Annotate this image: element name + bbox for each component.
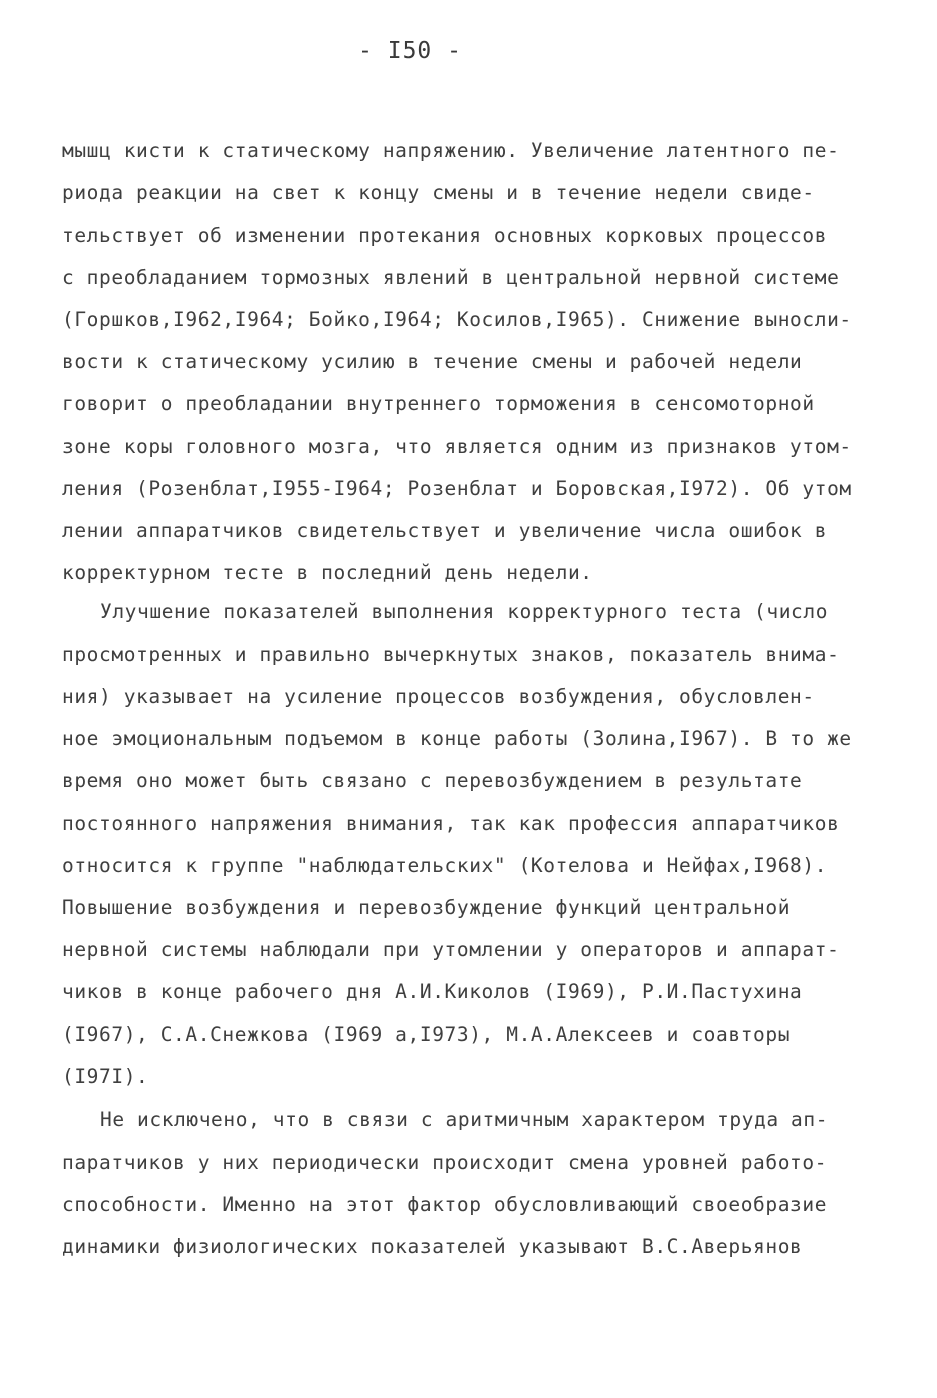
text-line: чиков в конце рабочего дня А.И.Киколов (I969), Р.И.Пастухина: [62, 980, 803, 1003]
text-line: постоянного напряжения внимания, так как профессия аппаратчиков: [62, 812, 840, 835]
text-line: паратчиков у них периодически происходит смена уровней работо-: [62, 1151, 828, 1174]
text-line: зоне коры головного мозга, что является одним из признаков утом-: [62, 435, 852, 458]
text-line: просмотренных и правильно вычеркнутых знаков, показатель внима-: [62, 643, 840, 666]
text-line: вости к статическому усилию в течение смены и рабочей недели: [62, 350, 803, 373]
text-line: нервной системы наблюдали при утомлении у операторов и аппарат-: [62, 938, 840, 961]
text-line: (I97I).: [62, 1065, 149, 1088]
text-line: тельствует об изменении протекания основных корковых процессов: [62, 224, 828, 247]
text-line: с преобладанием тормозных явлений в центральной нервной системе: [62, 266, 840, 289]
text-line: ления (Розенблат,I955-I964; Розенблат и Боровская,I972). Об утом: [62, 477, 852, 500]
text-line: ния) указывает на усиление процессов возбуждения, обусловлен-: [62, 685, 815, 708]
text-line: корректурном тесте в последний день недели.: [62, 561, 593, 584]
text-line: (I967), С.А.Снежкова (I969 а,I973), М.А.Алексеев и соавторы: [62, 1023, 791, 1046]
text-line: способности. Именно на этот фактор обусловливающий своеобразие: [62, 1193, 828, 1216]
text-line: говорит о преобладании внутреннего торможения в сенсомоторной: [62, 392, 815, 415]
paragraph-start-line: Не исключено, что в связи с аритмичным характером труда ап-: [100, 1108, 829, 1131]
page-number: - I50 -: [358, 38, 462, 64]
paragraph-start-line: Улучшение показателей выполнения корректурного теста (число: [100, 600, 829, 623]
text-line: ное эмоциональным подъемом в конце работы (Золина,I967). В то же: [62, 727, 852, 750]
text-line: Повышение возбуждения и перевозбуждение функций центральной: [62, 896, 791, 919]
text-line: динамики физиологических показателей указывают В.С.Аверьянов: [62, 1235, 803, 1258]
text-line: мышц кисти к статическому напряжению. Увеличение латентного пе-: [62, 139, 840, 162]
text-line: лении аппаратчиков свидетельствует и увеличение числа ошибок в: [62, 519, 828, 542]
text-line: риода реакции на свет к концу смены и в течение недели свиде-: [62, 181, 815, 204]
text-line: (Горшков,I962,I964; Бойко,I964; Косилов,I965). Снижение выносли-: [62, 308, 852, 331]
text-line: время оно может быть связано с перевозбуждением в результате: [62, 769, 803, 792]
text-line: относится к группе "наблюдательских" (Котелова и Нейфах,I968).: [62, 854, 828, 877]
